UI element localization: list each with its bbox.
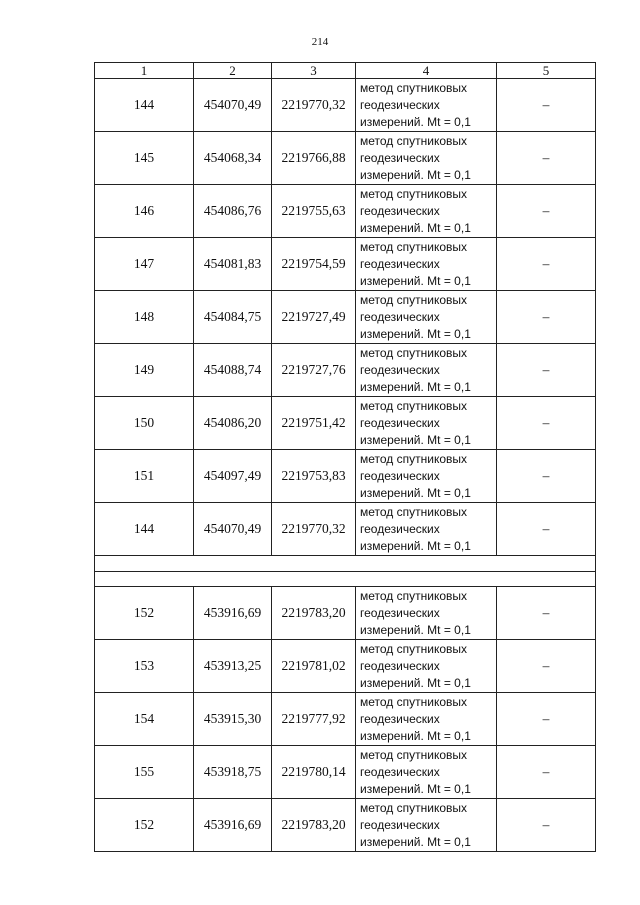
method-line: геодезических	[360, 150, 440, 165]
column-header: 5	[497, 63, 596, 79]
table-row	[95, 79, 596, 132]
method-line: метод спутниковых	[360, 80, 468, 95]
coordinates-table	[94, 62, 596, 852]
coordinate-y: 2219770,32	[272, 503, 356, 556]
method-line: измерений. Mt = 0,1	[360, 728, 471, 743]
method-line: геодезических	[360, 817, 440, 832]
column-header: 4	[356, 63, 497, 79]
dash-cell: –	[497, 79, 596, 132]
separator-row	[95, 572, 596, 587]
point-number: 152	[95, 587, 194, 640]
point-number: 145	[95, 132, 194, 185]
coordinate-x: 454084,75	[194, 291, 272, 344]
coordinate-y: 2219727,49	[272, 291, 356, 344]
point-number: 150	[95, 397, 194, 450]
point-number: 152	[95, 799, 194, 852]
point-number: 154	[95, 693, 194, 746]
coordinate-y: 2219783,20	[272, 799, 356, 852]
method-line: геодезических	[360, 468, 440, 483]
table-row	[95, 746, 596, 799]
method-line: метод спутниковых	[360, 133, 468, 148]
point-number: 144	[95, 503, 194, 556]
coordinate-y: 2219727,76	[272, 344, 356, 397]
method-line: метод спутниковых	[360, 239, 468, 254]
dash-cell: –	[497, 693, 596, 746]
method-line: измерений. Mt = 0,1	[360, 675, 471, 690]
point-number: 151	[95, 450, 194, 503]
dash-cell: –	[497, 587, 596, 640]
column-header: 1	[95, 63, 194, 79]
method-cell	[356, 746, 497, 799]
method-cell	[356, 640, 497, 693]
method-cell	[356, 291, 497, 344]
method-cell	[356, 344, 497, 397]
separator-row	[95, 556, 596, 572]
table-row	[95, 450, 596, 503]
dash-cell: –	[497, 132, 596, 185]
method-line: измерений. Mt = 0,1	[360, 834, 471, 849]
separator-cell	[95, 572, 596, 587]
table-row	[95, 291, 596, 344]
method-line: геодезических	[360, 256, 440, 271]
separator-cell	[95, 556, 596, 572]
table-row	[95, 587, 596, 640]
method-line: геодезических	[360, 764, 440, 779]
dash-cell: –	[497, 397, 596, 450]
table-row	[95, 640, 596, 693]
dash-cell: –	[497, 746, 596, 799]
method-line: измерений. Mt = 0,1	[360, 622, 471, 637]
table-row	[95, 693, 596, 746]
method-cell	[356, 397, 497, 450]
method-line: измерений. Mt = 0,1	[360, 167, 471, 182]
table-row	[95, 799, 596, 852]
dash-cell: –	[497, 238, 596, 291]
method-line: метод спутниковых	[360, 186, 468, 201]
coordinate-y: 2219755,63	[272, 185, 356, 238]
coordinate-y: 2219780,14	[272, 746, 356, 799]
method-line: геодезических	[360, 605, 440, 620]
coordinate-x: 454070,49	[194, 503, 272, 556]
method-cell	[356, 238, 497, 291]
page-number: 214	[311, 36, 329, 48]
method-line: метод спутниковых	[360, 694, 468, 709]
coordinate-x: 454086,76	[194, 185, 272, 238]
method-line: измерений. Mt = 0,1	[360, 781, 471, 796]
method-line: геодезических	[360, 521, 440, 536]
point-number: 146	[95, 185, 194, 238]
dash-cell: –	[497, 291, 596, 344]
method-cell	[356, 693, 497, 746]
dash-cell: –	[497, 799, 596, 852]
method-cell	[356, 799, 497, 852]
column-header: 2	[194, 63, 272, 79]
method-line: измерений. Mt = 0,1	[360, 220, 471, 235]
table-row	[95, 132, 596, 185]
table-row	[95, 238, 596, 291]
method-cell	[356, 79, 497, 132]
method-line: геодезических	[360, 415, 440, 430]
coordinate-y: 2219751,42	[272, 397, 356, 450]
method-line: метод спутниковых	[360, 292, 468, 307]
method-line: измерений. Mt = 0,1	[360, 114, 471, 129]
table-row	[95, 344, 596, 397]
method-line: геодезических	[360, 658, 440, 673]
method-cell	[356, 185, 497, 238]
method-line: метод спутниковых	[360, 747, 468, 762]
method-cell	[356, 450, 497, 503]
header-row	[95, 63, 596, 79]
dash-cell: –	[497, 344, 596, 397]
dash-cell: –	[497, 640, 596, 693]
coordinate-y: 2219783,20	[272, 587, 356, 640]
method-line: метод спутниковых	[360, 398, 468, 413]
method-line: метод спутниковых	[360, 504, 468, 519]
dash-cell: –	[497, 503, 596, 556]
point-number: 148	[95, 291, 194, 344]
method-cell	[356, 587, 497, 640]
point-number: 149	[95, 344, 194, 397]
method-line: геодезических	[360, 97, 440, 112]
point-number: 153	[95, 640, 194, 693]
table-row	[95, 397, 596, 450]
coordinate-x: 453918,75	[194, 746, 272, 799]
method-line: метод спутниковых	[360, 800, 468, 815]
coordinate-y: 2219754,59	[272, 238, 356, 291]
method-line: метод спутниковых	[360, 451, 468, 466]
method-line: геодезических	[360, 362, 440, 377]
point-number: 155	[95, 746, 194, 799]
coordinate-x: 453913,25	[194, 640, 272, 693]
coordinate-y: 2219753,83	[272, 450, 356, 503]
coordinate-x: 454097,49	[194, 450, 272, 503]
coordinate-x: 454068,34	[194, 132, 272, 185]
method-line: измерений. Mt = 0,1	[360, 326, 471, 341]
method-line: геодезических	[360, 309, 440, 324]
method-line: метод спутниковых	[360, 345, 468, 360]
table-row	[95, 503, 596, 556]
dash-cell: –	[497, 185, 596, 238]
coordinate-x: 453915,30	[194, 693, 272, 746]
method-cell	[356, 132, 497, 185]
coordinate-y: 2219770,32	[272, 79, 356, 132]
method-line: метод спутниковых	[360, 588, 468, 603]
dash-cell: –	[497, 450, 596, 503]
method-line: измерений. Mt = 0,1	[360, 432, 471, 447]
coordinate-x: 454081,83	[194, 238, 272, 291]
coordinate-x: 453916,69	[194, 799, 272, 852]
method-line: геодезических	[360, 203, 440, 218]
method-line: измерений. Mt = 0,1	[360, 273, 471, 288]
method-line: измерений. Mt = 0,1	[360, 538, 471, 553]
coordinate-y: 2219777,92	[272, 693, 356, 746]
coordinate-x: 454088,74	[194, 344, 272, 397]
coordinate-x: 453916,69	[194, 587, 272, 640]
method-line: геодезических	[360, 711, 440, 726]
method-line: измерений. Mt = 0,1	[360, 379, 471, 394]
table-row	[95, 185, 596, 238]
method-line: метод спутниковых	[360, 641, 468, 656]
point-number: 144	[95, 79, 194, 132]
coordinate-y: 2219766,88	[272, 132, 356, 185]
point-number: 147	[95, 238, 194, 291]
method-line: измерений. Mt = 0,1	[360, 485, 471, 500]
coordinate-y: 2219781,02	[272, 640, 356, 693]
method-cell	[356, 503, 497, 556]
column-header: 3	[272, 63, 356, 79]
coordinate-x: 454070,49	[194, 79, 272, 132]
coordinate-x: 454086,20	[194, 397, 272, 450]
